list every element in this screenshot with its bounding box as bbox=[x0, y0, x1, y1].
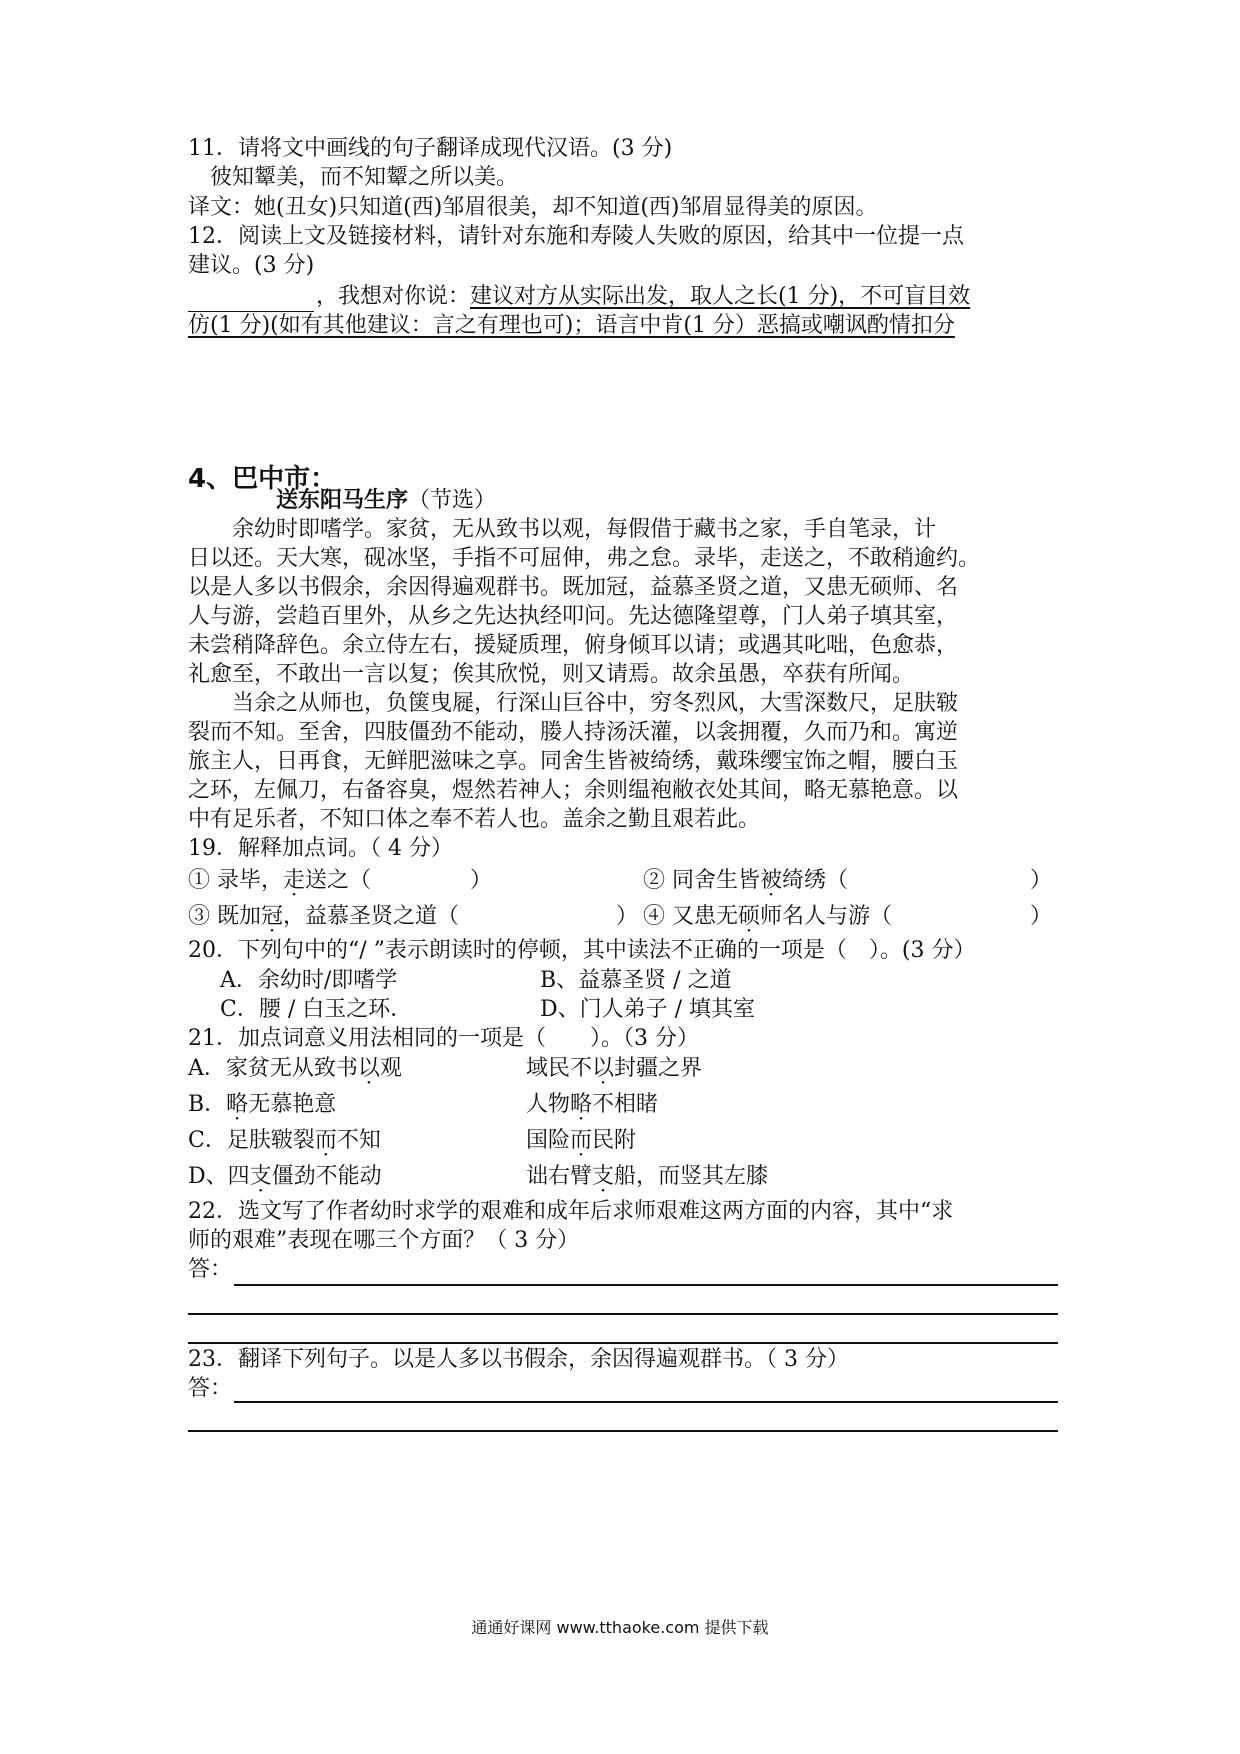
q19-item-num: ③ bbox=[188, 904, 211, 929]
q19-item-pre: 录毕， bbox=[217, 868, 284, 893]
q19-item3 bbox=[188, 902, 459, 932]
q21-right bbox=[526, 1162, 768, 1192]
q12-prefix: ，我想对你说： bbox=[316, 284, 471, 309]
q23-answer-label: 答： bbox=[188, 1376, 233, 1401]
q19-row2 bbox=[188, 902, 1058, 932]
q20-option-b: B、益慕圣贤 / 之道 bbox=[540, 968, 732, 993]
q21-dotted-word: 支 bbox=[249, 1164, 272, 1189]
passage-line: 中有足乐者，不知口体之奉不若人也。盖余之勤且艰若此。 bbox=[188, 807, 761, 832]
q19-item-post: 绮绣（ bbox=[782, 868, 849, 893]
q19-item2-close: ） bbox=[1030, 868, 1053, 893]
q22-answer-line[interactable] bbox=[234, 1284, 1058, 1286]
q21-text: 国险 bbox=[526, 1128, 571, 1153]
q21-left bbox=[188, 1126, 381, 1156]
q19-dotted-word: 被 bbox=[760, 868, 783, 893]
q12-answer-line2: 仿(1 分)(如有其他建议：言之有理也可)；语言中肯(1 分）恶搞或嘲讽酌情扣分 bbox=[188, 313, 955, 338]
q21-dotted-word: 而 bbox=[570, 1128, 593, 1153]
q21-text: D、四 bbox=[188, 1164, 250, 1189]
q21-right bbox=[526, 1126, 636, 1156]
q21-left bbox=[188, 1054, 402, 1084]
q19-item-num: ④ bbox=[643, 904, 666, 929]
passage-line: 旅主人，日再食，无鲜肥滋味之享。同舍生皆被绮绣，戴珠缨宝饰之帽，腰白玉 bbox=[188, 749, 959, 774]
q11-sentence: 彼知颦美，而不知颦之所以美。 bbox=[210, 165, 519, 190]
q21-stem: 21．加点词意义用法相同的一项是（ ）。（3 分） bbox=[188, 1026, 699, 1051]
q19-item1 bbox=[188, 866, 371, 896]
q12-stem-line1: 12．阅读上文及链接材料，请针对东施和寿陵人失败的原因，给其中一位提一点 bbox=[188, 224, 964, 249]
q19-dotted-word: 冠 bbox=[261, 904, 284, 929]
q21-text: 封疆之界 bbox=[614, 1056, 703, 1081]
q20-option-c: C．腰 / 白玉之环． bbox=[220, 997, 413, 1022]
section-title: 4、巴中市： bbox=[188, 464, 337, 494]
q23-stem: 23．翻译下列句子。以是人多以书假余，余因得遍观群书。（ 3 分） bbox=[188, 1347, 849, 1372]
q21-text: 不知 bbox=[336, 1128, 381, 1153]
q21-row bbox=[188, 1162, 1058, 1192]
q11-stem: 11．请将文中画线的句子翻译成现代汉语。(3 分) bbox=[188, 136, 673, 161]
q19-dotted-word: 走 bbox=[283, 868, 306, 893]
q21-dotted-word: 略 bbox=[226, 1092, 249, 1117]
passage-title: 送东阳马生序 bbox=[276, 488, 409, 513]
q11-answer: 译文：她(丑女)只知道(西)邹眉很美，却不知道(西)邹眉显得美的原因。 bbox=[188, 195, 878, 220]
passage-line: 日以还。天大寒，砚冰坚，手指不可屈伸，弗之怠。录毕，走送之，不敢稍逾约。 bbox=[188, 546, 981, 571]
passage-line: 当余之从师也，负箧曳屣，行深山巨谷中，穷冬烈风，大雪深数尺，足肤皲 bbox=[188, 691, 959, 716]
q19-dotted-word: 硕 bbox=[738, 904, 761, 929]
q12-stem-line2: 建议。(3 分) bbox=[188, 253, 315, 278]
q21-left bbox=[188, 1162, 382, 1192]
q21-text: A．家贫无从致书 bbox=[188, 1056, 358, 1081]
passage-line: 以是人多以书假余，余因得遍观群书。既加冠，益慕圣贤之道，又患无硕师、名 bbox=[188, 575, 959, 600]
q12-blank bbox=[188, 289, 314, 312]
q21-dotted-word: 略 bbox=[570, 1092, 593, 1117]
q12-answer-line1 bbox=[188, 282, 970, 312]
q19-item4-close: ） bbox=[1030, 904, 1053, 929]
q21-dotted-word: 以 bbox=[592, 1056, 615, 1081]
q21-right bbox=[526, 1090, 658, 1120]
q19-item-pre: 既加 bbox=[217, 904, 262, 929]
q22-stem-line2: 师的艰难”表现在哪三个方面？（ 3 分） bbox=[188, 1228, 580, 1253]
q21-text: 观 bbox=[379, 1056, 402, 1081]
passage-line: 余幼时即嗜学。家贫，无从致书以观，每假借于藏书之家，手自笔录，计 bbox=[188, 517, 937, 542]
page-footer: 通通好课网 www.tthaoke.com 提供下载 bbox=[471, 1618, 769, 1637]
passage-line: 未尝稍降辞色。余立侍左右，援疑质理，俯身倾耳以请；或遇其叱咄，色愈恭， bbox=[188, 633, 959, 658]
q19-item2 bbox=[643, 866, 848, 896]
q12-answer-part1: 建议对方从实际出发，取人之长(1 分)，不可盲目效 bbox=[470, 284, 971, 309]
passage-title-note: （节选） bbox=[408, 488, 497, 513]
q21-right bbox=[526, 1054, 702, 1084]
passage-line: 裂而不知。至舍，四肢僵劲不能动，媵人持汤沃灌，以衾拥覆，久而乃和。寓逆 bbox=[188, 720, 959, 745]
q21-text: 不相睹 bbox=[592, 1092, 659, 1117]
q22-answer-line[interactable] bbox=[188, 1342, 1058, 1344]
q20-row1 bbox=[188, 966, 1058, 996]
q22-answer-line[interactable] bbox=[188, 1313, 1058, 1315]
q21-text: 诎右臂 bbox=[526, 1164, 593, 1189]
q19-item-post: 送之（ bbox=[305, 868, 372, 893]
q21-text: 人物 bbox=[526, 1092, 571, 1117]
q19-item-pre: 同舍生皆 bbox=[672, 868, 761, 893]
q20-stem: 20．下列句中的“/ ”表示朗读时的停顿，其中读法不正确的一项是（ ）。(3 分） bbox=[188, 938, 976, 963]
exam-page bbox=[188, 0, 1058, 1754]
q23-answer-line[interactable] bbox=[188, 1430, 1058, 1432]
passage-line: 礼愈至，不敢出一言以复；俟其欣悦，则又请焉。故余虽愚，卒获有所闻。 bbox=[188, 662, 915, 687]
passage-line: 人与游，尝趋百里外，从乡之先达执经叩问。先达德隆望尊，门人弟子填其室， bbox=[188, 604, 959, 629]
q23-answer-line[interactable] bbox=[234, 1401, 1058, 1403]
q19-item1-close: ） bbox=[470, 868, 493, 893]
q20-option-a: A．余幼时/即嗜学 bbox=[220, 968, 398, 993]
passage-title-line bbox=[276, 486, 496, 516]
q21-row bbox=[188, 1054, 1058, 1084]
q21-dotted-word: 而 bbox=[314, 1128, 337, 1153]
q21-row bbox=[188, 1090, 1058, 1120]
q19-item-num: ② bbox=[643, 868, 666, 893]
q21-row bbox=[188, 1126, 1058, 1156]
q21-text: C．足肤皲裂 bbox=[188, 1128, 315, 1153]
q22-answer-label: 答： bbox=[188, 1257, 233, 1282]
q21-text: 船，而竖其左膝 bbox=[614, 1164, 769, 1189]
q19-item-post: ，益慕圣贤之道（ bbox=[283, 904, 460, 929]
q19-item-num: ① bbox=[188, 868, 211, 893]
q21-dotted-word: 以 bbox=[357, 1056, 380, 1081]
q21-left bbox=[188, 1090, 336, 1120]
q21-text: 无慕艳意 bbox=[248, 1092, 337, 1117]
q21-text: 民附 bbox=[592, 1128, 637, 1153]
q19-item4 bbox=[643, 902, 892, 932]
q21-text: 域民不 bbox=[526, 1056, 593, 1081]
q19-item-post: 师名人与游（ bbox=[760, 904, 893, 929]
q19-stem: 19．解释加点词。（ 4 分） bbox=[188, 836, 453, 861]
q21-text: B． bbox=[188, 1092, 227, 1117]
q20-option-d: D、门人弟子 / 填其室 bbox=[540, 997, 756, 1022]
q21-text: 僵劲不能动 bbox=[271, 1164, 382, 1189]
q22-stem-line1: 22．选文写了作者幼时求学的艰难和成年后求师艰难这两方面的内容，其中“求 bbox=[188, 1199, 954, 1224]
q21-dotted-word: 支 bbox=[592, 1164, 615, 1189]
q19-item-pre: 又患无 bbox=[672, 904, 739, 929]
q20-row2 bbox=[188, 995, 1058, 1025]
passage-line: 之环，左佩刀，右备容臭，煜然若神人；余则缊袍敝衣处其间，略无慕艳意。以 bbox=[188, 778, 959, 803]
q19-row1 bbox=[188, 866, 1058, 896]
q19-item3-close: ） bbox=[616, 904, 639, 929]
